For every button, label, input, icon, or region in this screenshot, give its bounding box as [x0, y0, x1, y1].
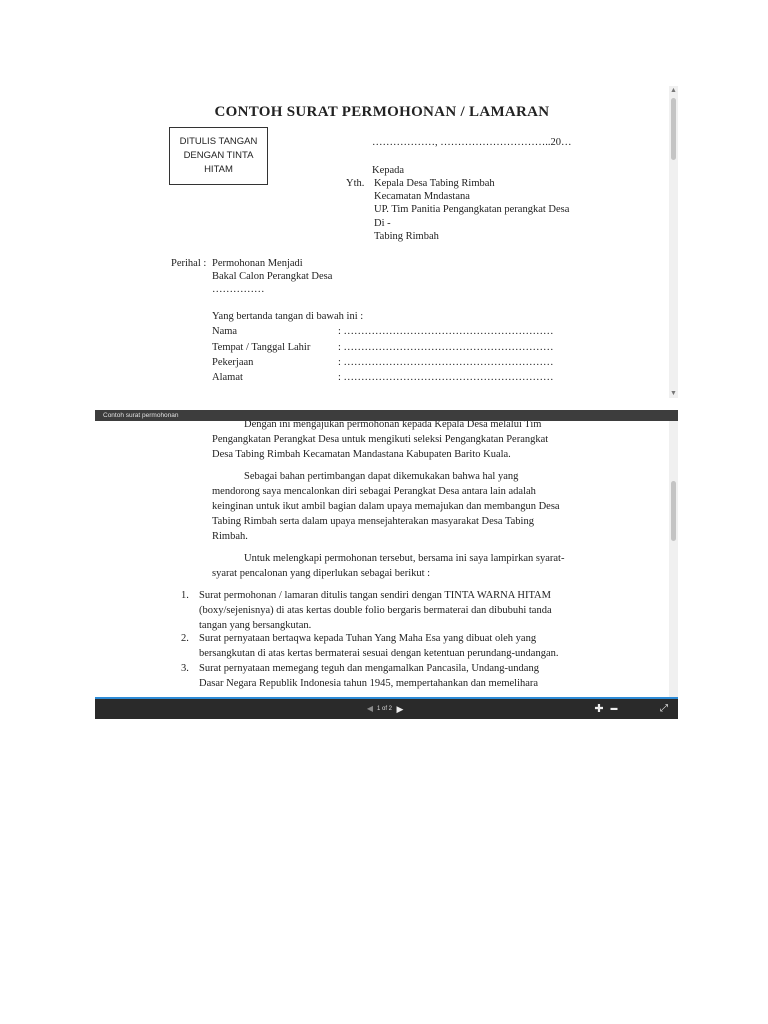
next-page-icon[interactable]: ▶ [396, 704, 404, 714]
box-line: DENGAN TINTA [183, 150, 254, 161]
list-item-line: Surat permohonan / lamaran ditulis tangan sendiri dengan TINTA WARNA HITAM [199, 590, 551, 601]
paragraph-line: mendorong saya mencalonkan diri sebagai Perangkat Desa antara lain adalah [212, 486, 536, 497]
field-value: : …………………………………………………… [338, 357, 554, 368]
top-scrollbar[interactable] [669, 86, 678, 398]
page-indicator: 1 of 2 [377, 706, 393, 712]
field-label: Alamat [212, 372, 243, 383]
address-line: Di - [374, 218, 391, 229]
paragraph-line: Rimbah. [212, 531, 248, 542]
perihal-line: …………… [212, 284, 265, 295]
scrollbar-thumb[interactable] [671, 481, 676, 541]
handwriting-note-box [169, 127, 268, 185]
paragraph-line: Desa Tabing Rimbah Kecamatan Mandastana Kabupaten Barito Kuala. [212, 449, 511, 460]
address-line: UP. Tim Panitia Pengangkatan perangkat Desa [374, 204, 570, 215]
field-label: Nama [212, 326, 238, 337]
zoom-out-icon[interactable]: ▬ [610, 705, 618, 712]
scroll-up-icon[interactable]: ▲ [670, 86, 677, 94]
perihal-line: Bakal Calon Perangkat Desa [212, 271, 333, 282]
list-number: 2. [181, 633, 189, 644]
kepada-label: Kepada [372, 165, 405, 176]
bottom-scrollbar[interactable] [669, 421, 678, 697]
field-value: : …………………………………………………… [338, 372, 554, 383]
list-item-line: bersangkutan di atas kertas bermaterai sesuai dengan ketentuan perundang-undangan. [199, 648, 559, 659]
list-item-line: Surat pernyataan memegang teguh dan mengamalkan Pancasila, Undang-undang [199, 663, 539, 674]
perihal-line: Permohonan Menjadi [212, 258, 303, 269]
list-item-line: Dasar Negara Republik Indonesia tahun 1945, mempertahankan dan memelihara [199, 678, 539, 689]
box-line: HITAM [204, 164, 233, 175]
list-number: 3. [181, 663, 189, 674]
paragraph-first-line: Sebagai bahan pertimbangan dapat dikemukakan bahwa hal yang [244, 471, 519, 482]
field-value: : …………………………………………………… [338, 342, 554, 353]
address-line: Tabing Rimbah [374, 231, 439, 242]
viewer-title-bar [95, 410, 678, 421]
list-number: 1. [181, 590, 189, 601]
paragraph-line: Tabing Rimbah serta dalam upaya mensejahterakan masyarakat Desa Tabing [212, 516, 534, 527]
date-line: ………………, …………………………..20… [372, 137, 572, 148]
field-label: Pekerjaan [212, 357, 254, 368]
paragraph-first-line: Untuk melengkapi permohonan tersebut, bersama ini saya lampirkan syarat- [244, 553, 565, 564]
scroll-down-icon[interactable]: ▼ [670, 389, 677, 397]
document-page-bottom [95, 421, 678, 697]
field-label: Tempat / Tanggal Lahir [212, 342, 311, 353]
intro-text: Yang bertanda tangan di bawah ini : [212, 311, 364, 322]
document-name: Contoh surat permohonan [103, 412, 179, 419]
yth-label: Yth. [346, 178, 365, 189]
perihal-label: Perihal : [171, 258, 207, 269]
field-value: : …………………………………………………… [338, 326, 554, 337]
list-item-line: tangan yang bersangkutan. [199, 620, 312, 631]
viewer-toolbar [95, 699, 678, 719]
list-item-line: (boxy/sejenisnya) di atas kertas double folio bergaris bermaterai dan dibubuhi tanda [199, 605, 552, 616]
paragraph-line: keinginan untuk ikut ambil bagian dalam upaya memajukan dan membangun Desa [212, 501, 560, 512]
prev-page-icon[interactable]: ◀ [366, 704, 374, 713]
paragraph-line: Pengangkatan Perangkat Desa untuk mengikuti seleksi Pengangkatan Perangkat [212, 434, 549, 445]
document-title: CONTOH SURAT PERMOHONAN / LAMARAN [214, 104, 550, 120]
scrollbar-thumb[interactable] [671, 98, 676, 160]
address-line: Kecamatan Mndastana [374, 191, 470, 202]
address-line: Kepala Desa Tabing Rimbah [374, 178, 495, 189]
list-item-line: Surat pernyataan bertaqwa kepada Tuhan Yang Maha Esa yang dibuat oleh yang [199, 633, 537, 644]
paragraph-first-line: Dengan ini mengajukan permohonan kepada Kepala Desa melalui Tim [244, 421, 542, 430]
zoom-in-icon[interactable]: ✚ [594, 703, 604, 715]
box-line: DITULIS TANGAN [179, 136, 258, 147]
paragraph-line: syarat pencalonan yang diperlukan sebagai berikut : [212, 568, 431, 579]
document-page-top [95, 86, 678, 398]
expand-icon[interactable]: ⤢ [660, 703, 668, 714]
